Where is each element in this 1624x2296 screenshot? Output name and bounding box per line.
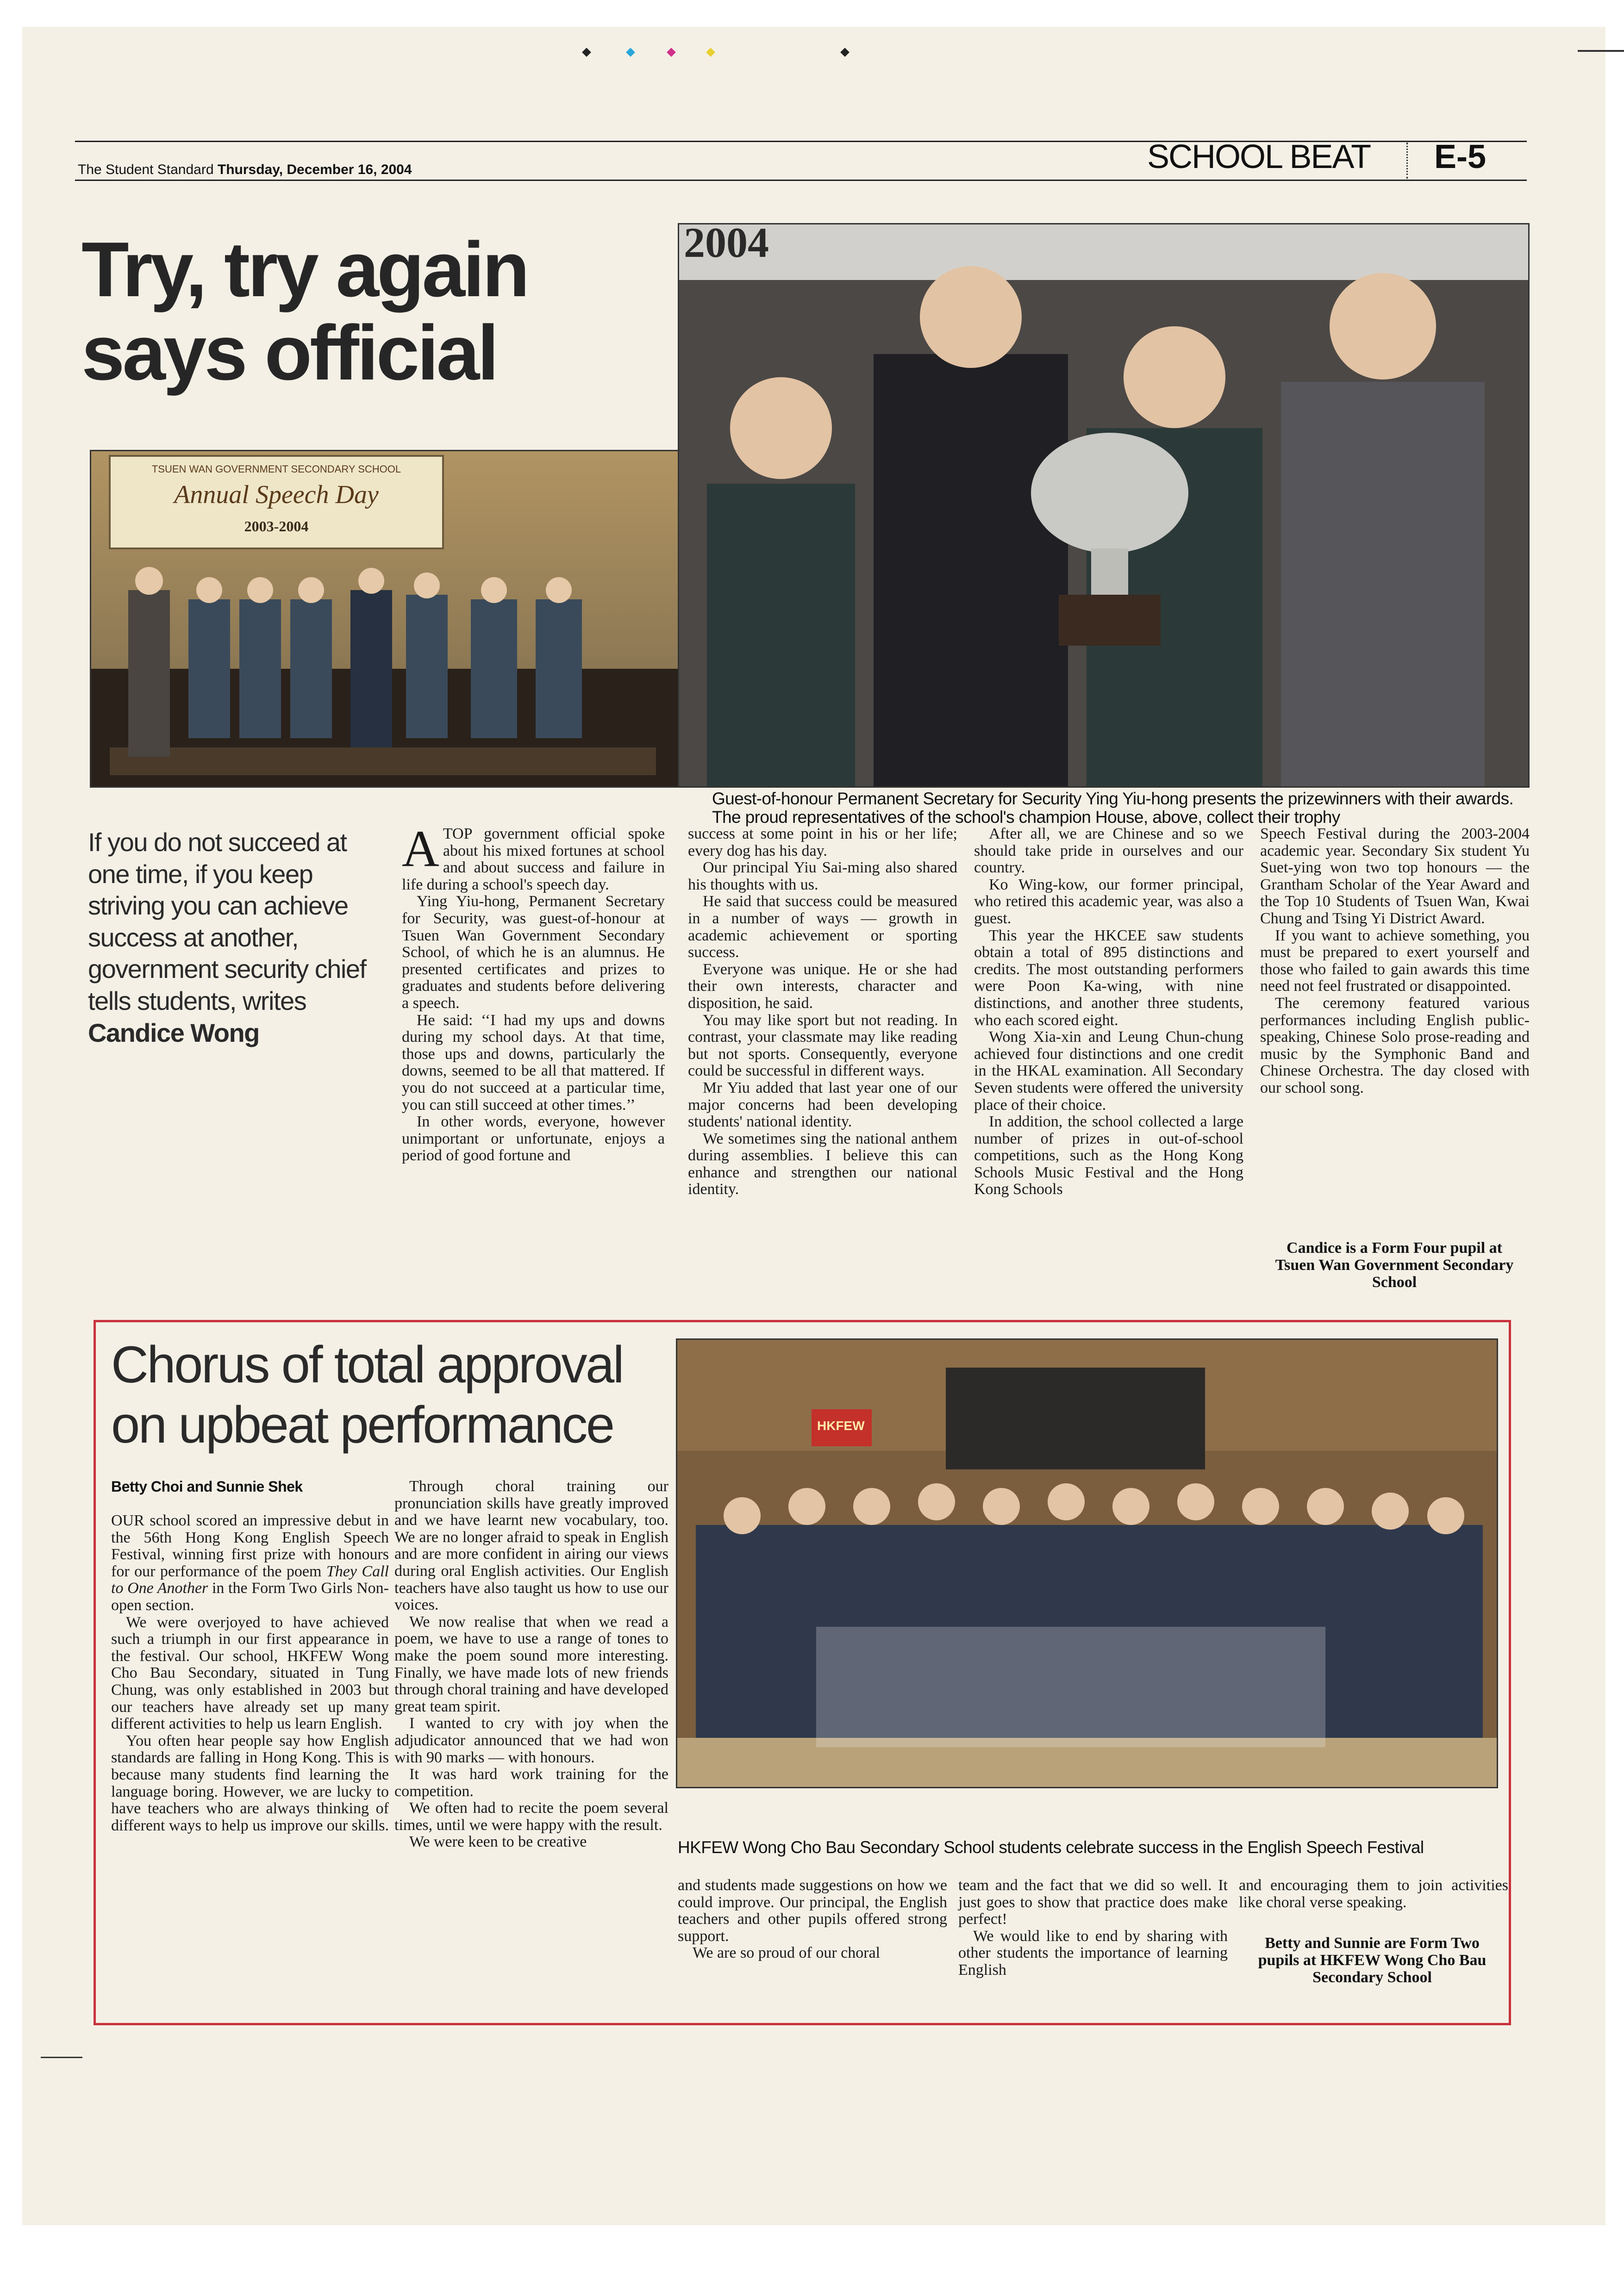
paragraph: Mr Yiu added that last year one of our major concerns had been developing students' national identity.	[688, 1079, 957, 1131]
paragraph: Ying Yiu-hong, Permanent Secretary for Security, was guest-of-honour at Tsuen Wan Government Secondary School, of which he is an alumnus. He presented certificates and prizes to graduates and students before delivering a speech.	[402, 893, 665, 1012]
registration-mark-black-2	[840, 48, 849, 57]
paragraph: and students made suggestions on how we could improve. Our principal, the English teachers and other pupils offered strong support.	[678, 1877, 947, 1945]
headline-line-1: Chorus of total approval	[111, 1336, 623, 1394]
paragraph: We were keen to be creative	[409, 1833, 587, 1851]
paragraph	[111, 1512, 389, 1614]
paragraph: We are so proud of our choral	[693, 1944, 881, 1962]
article1-deck	[88, 827, 384, 1049]
article2-byline: Betty Choi and Sunnie Shek	[111, 1478, 303, 1495]
student-group	[696, 1483, 1483, 1747]
section-label: SCHOOL BEAT	[1147, 138, 1371, 175]
paragraph: team and the fact that we did so well. It just goes to show that practice does make perfect!	[958, 1877, 1228, 1928]
paragraph: He said that success could be measured in a number of ways — growth in academic achievement or sporting success.	[688, 893, 957, 961]
paragraph: Through choral training our pronunciation skills have greatly improved and we have learnt new vocabulary, too. We are no longer afraid to speak in English and are more confident in airing our views during oral English activities. Our English teachers have also taught us how to use our voices.	[394, 1478, 668, 1614]
article1-column-3	[974, 826, 1243, 1198]
article2-column-4	[958, 1877, 1228, 1979]
registration-mark-black	[582, 48, 591, 57]
paragraph: We often had to recite the poem several times, until we were happy with the result.	[394, 1799, 668, 1834]
paragraph: TOP government official spoke about his mixed fortunes at school and about success and failure in life during a school's speech day.	[402, 825, 665, 893]
newspaper-page	[22, 27, 1605, 2225]
paragraph: I wanted to cry with joy when the adjudicator announced that we had won with 90 marks — with honours.	[394, 1715, 668, 1766]
paragraph-text: in the Form Two Girls Non-open section.	[111, 1580, 389, 1614]
publication-name: The Student Standard	[78, 162, 214, 177]
paragraph: This year the HKCEE saw students obtain a total of 895 distinctions and credits. The most outstanding performers were Poon Ka-wing, with nine distinctions, and another three students, who each scored eight.	[974, 927, 1243, 1029]
registration-mark-yellow	[706, 48, 715, 57]
trophy-photo-art	[679, 224, 1528, 786]
banner-school-name: TSUEN WAN GOVERNMENT SECONDARY SCHOOL	[151, 463, 401, 475]
masthead-left	[78, 162, 412, 178]
prizewinner-figures	[128, 567, 582, 757]
article2-headline	[111, 1335, 623, 1455]
page-number: E-5	[1434, 138, 1487, 175]
paragraph: In addition, the school collected a large number of prizes in out-of-school competitions, such as the Hong Kong Schools Music Festival and the Hong Kong Schools	[974, 1113, 1243, 1198]
paragraph-text: OUR school scored an impressive debut in the 56th Hong Kong English Speech Festival, winning first prize with honours for our performance of the poem	[111, 1512, 389, 1580]
photo-banner-text: HKFEW	[817, 1419, 865, 1433]
article1-photo-caption: Guest-of-honour Permanent Secretary for Security Ying Yiu-hong presents the prizewinners with their awards. The proud representatives of the school's champion House, above, collect their trophy	[712, 789, 1514, 827]
paragraph: Wong Xia-xin and Leung Chun-chung achieved four distinctions and one credit in the HKAL examination. All Secondary Seven students were offered the university place of their choice.	[974, 1028, 1243, 1114]
trophy-photo	[678, 223, 1530, 788]
article1-author-credit: Candice is a Form Four pupil at Tsuen Wan Government Secondary School	[1275, 1239, 1514, 1291]
masthead-bottom-rule	[75, 180, 1527, 181]
paragraph: Everyone was unique. He or she had their own interests, character and disposition, he said.	[688, 960, 957, 1012]
article2-author-credit: Betty and Sunnie are Form Two pupils at HKFEW Wong Cho Bau Secondary School	[1258, 1935, 1487, 1986]
article1-column-4	[1260, 826, 1530, 1097]
banner-year: 2003-2004	[244, 518, 309, 535]
paragraph: You often hear people say how English standards are falling in Hong Kong. This is because many students find learning the language boring. However, we are lucky to have teachers who are always thinking of different ways to help us improve our skills.	[111, 1732, 389, 1834]
chorus-photo-art	[677, 1340, 1497, 1787]
deck-text: If you do not succeed at one time, if you keep striving you can achieve success at another, government security chief tells students, writes	[88, 828, 366, 1015]
dropcap: A	[402, 820, 439, 877]
paragraph: and encouraging them to join activities like choral verse speaking.	[1239, 1877, 1508, 1911]
scan-edge-mark	[41, 2057, 82, 2058]
article2-photo-caption: HKFEW Wong Cho Bau Secondary School students celebrate success in the English Speech Festival	[678, 1838, 1424, 1857]
article2-column-3	[678, 1877, 947, 1962]
paragraph: In other words, everyone, however unimportant or unfortunate, enjoys a period of good fortune and	[402, 1113, 665, 1164]
registration-mark-magenta	[667, 48, 676, 57]
paragraph: If you want to achieve something, you must be prepared to exert yourself and those who failed to gain awards this time need not feel frustrated or disappointed.	[1260, 927, 1530, 995]
paragraph: Speech Festival during the 2003-2004 academic year. Secondary Six student Yu Suet-ying won two top honours — the Grantham Scholar of the Year Award and the Top 10 Students of Tsuen Wan, Kwai Chung and Tsing Yi District Award.	[1260, 825, 1530, 927]
headline-line-1: Try, try again	[81, 226, 528, 313]
article2-column-5	[1239, 1877, 1508, 1911]
publication-date: Thursday, December 16, 2004	[217, 162, 412, 177]
paragraph: We would like to end by sharing with other students the importance of learning English	[958, 1927, 1228, 1979]
backdrop-year: 2004	[684, 223, 769, 266]
paragraph: success at some point in his or her life; every dog has his day.	[688, 825, 957, 859]
speech-day-photo	[90, 450, 680, 788]
poem-title: They Call to One Another	[111, 1562, 389, 1597]
article1-column-2	[688, 826, 957, 1198]
article2-column-1	[111, 1512, 389, 1834]
paragraph: You may like sport but not reading. In contrast, your classmate may like reading but not sports. Consequently, everyone could be successful in different ways.	[688, 1011, 957, 1080]
paragraph: We now realise that when we read a poem, we have to use a range of tones to make the poem sound more interesting. Finally, we have made lots of new friends through choral training and have developed great team spirit.	[394, 1613, 668, 1715]
masthead-divider	[1406, 143, 1408, 179]
paragraph: We were overjoyed to have achieved such a triumph in our first appearance in the festival. Our school, HKFEW Wong Cho Bau Secondary, situated in Tung Chung, was only established in 2003 but our teachers have already set up many different activities to help us learn English.	[111, 1613, 389, 1733]
deck-author: Candice Wong	[88, 1018, 259, 1047]
corner-mark	[1578, 50, 1624, 52]
headline-line-2: on upbeat performance	[111, 1396, 613, 1454]
paragraph: The ceremony featured various performances including English public-speaking, Chinese Solo prose-reading and music by the Symphonic Band and Chinese Orchestra. The day closed with our school song.	[1260, 994, 1530, 1096]
paragraph: He said: ‘‘I had my ups and downs during my school days. At that time, those ups and downs, particularly the downs, seemed to be all that mattered. If you do not succeed at a particular time, you can still succeed at other times.’’	[402, 1011, 665, 1114]
paragraph: We sometimes sing the national anthem during assemblies. I believe this can enhance and strengthen our national identity.	[688, 1130, 957, 1198]
paragraph: Our principal Yiu Sai-ming also shared his thoughts with us.	[688, 859, 957, 893]
banner-title: Annual Speech Day	[174, 480, 379, 509]
article1-column-1	[402, 820, 665, 1164]
chorus-photo	[676, 1338, 1498, 1788]
paragraph: Ko Wing-kow, our former principal, who retired this academic year, was also a guest.	[974, 876, 1243, 927]
headline-line-2: says official	[81, 309, 497, 396]
registration-mark-cyan	[626, 48, 635, 57]
article2-column-2	[394, 1478, 668, 1851]
paragraph: After all, we are Chinese and so we should take pride in ourselves and our country.	[974, 825, 1243, 877]
article1-headline	[81, 228, 527, 394]
paragraph: It was hard work training for the competition.	[394, 1766, 668, 1800]
